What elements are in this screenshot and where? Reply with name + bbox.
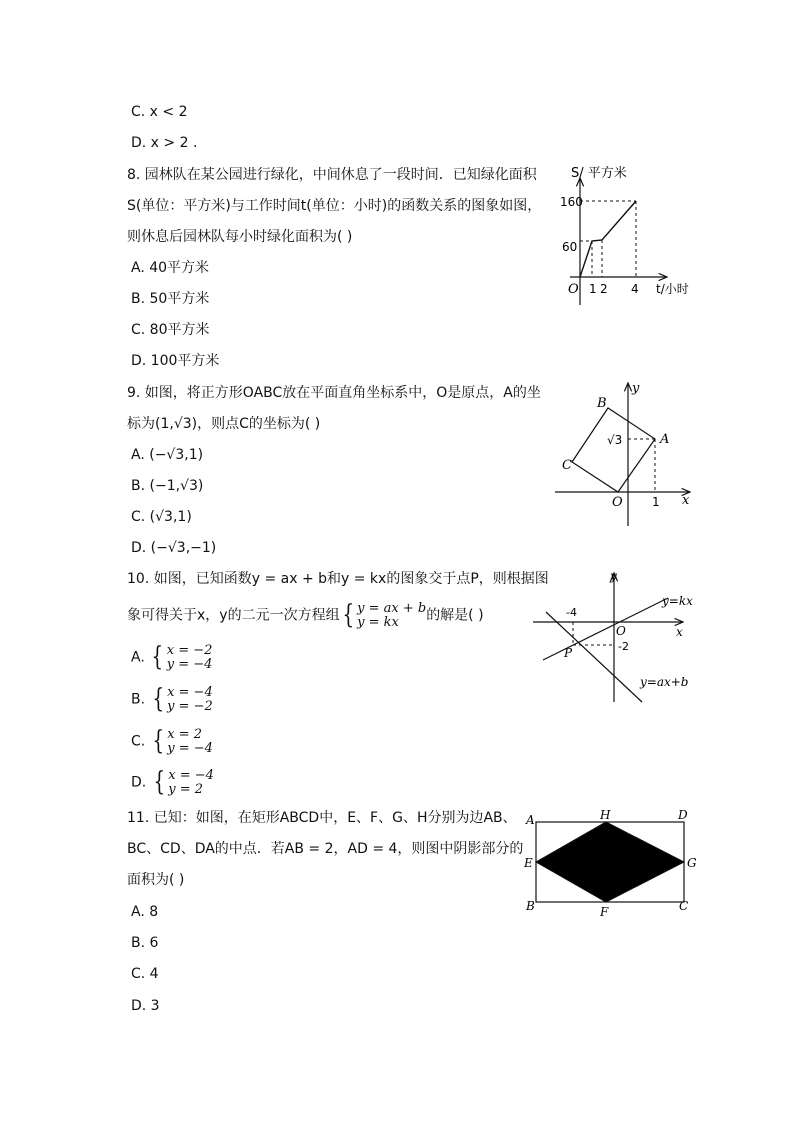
q11-label-e: E [524,856,533,870]
q10-stem-line1: 10. 如图，已知函数y = ax + b和y = kx的图象交于点P，则根据图 [127,571,549,587]
q10-option-c [131,726,213,757]
q7-option-d: D. x > 2 . [131,135,198,151]
q10-label-neg4: -4 [566,606,577,619]
q8-stem-line3: 则休息后园林队每小时绿化面积为( ) [127,229,353,245]
q8-option-d: D. 100平方米 [131,353,220,369]
q10-option-a-brace: { [151,642,164,672]
q8-option-c: C. 80平方米 [131,322,210,338]
q10-stem-text-a: 象可得关于x，y的二元一次方程组 [127,607,340,624]
q8-y-tick-60: 60 [562,240,578,254]
q9-label-sqrt3: √3 [607,433,623,447]
q11-option-c: C. 4 [131,966,159,982]
q10-option-a-y: y = −4 [166,656,213,672]
q10-label-x: x [676,625,683,639]
q9-option-b: B. (−1,√3) [131,478,204,494]
q8-stem-line2: S(单位：平方米)与工作时间t(单位：小时)的函数关系的图象如图， [127,198,542,214]
q8-stem-line1: 8. 园林队在某公园进行绿化，中间休息了一段时间．已知绿化面积 [127,167,537,183]
q11-label-f: F [600,905,609,919]
q8-x-axis-label: t/小时 [656,282,689,296]
q10-label-yaxb: y=ax+b [640,675,689,689]
q9-option-d: D. (−√3,−1) [131,540,217,556]
q10-option-b [131,684,213,715]
q10-label-ykx: y=kx [662,594,693,608]
q11-stem-line1: 11. 已知：如图，在矩形ABCD中，E、F、G、H分别为边AB、 [127,810,517,826]
q9-label-x: x [682,493,690,508]
q11-option-a: A. 8 [131,904,159,920]
q9-figure [550,378,700,528]
q9-label-y: y [632,381,640,396]
q10-system-eq1: y = ax + b [357,600,427,616]
q8-x-tick-1: 1 [589,282,597,296]
q10-option-c-letter: C. [131,733,146,750]
q10-label-y: y [610,569,617,583]
q9-stem-line1: 9. 如图，将正方形OABC放在平面直角坐标系中，O是原点，A的坐 [127,385,541,401]
q9-label-o: O [612,495,623,510]
q10-option-b-y: y = −2 [167,698,213,714]
q10-label-p: P [564,646,573,660]
q11-label-a: A [526,813,535,827]
q10-option-d-y: y = 2 [168,781,204,797]
q9-label-c: C [562,458,572,473]
q10-option-c-x: x = 2 [167,726,202,742]
q10-option-d-x: x = −4 [168,767,214,783]
q9-option-a: A. (−√3,1) [131,447,204,463]
q10-option-b-x: x = −4 [167,684,213,700]
q8-x-tick-4: 4 [631,282,639,296]
q10-system-brace: { [342,600,354,630]
q10-option-d-letter: D. [131,774,147,791]
q8-y-axis-label: S/ 平方米 [571,166,627,181]
q8-graph [555,160,700,310]
q11-stem-line3: 面积为( ) [127,872,185,888]
q11-figure [520,805,700,920]
q9-label-1: 1 [652,495,660,509]
q10-option-d [131,767,214,798]
q10-option-a-letter: A. [131,649,145,666]
q11-label-b: B [526,899,535,913]
q10-label-neg2: -2 [618,640,629,653]
q8-option-a: A. 40平方米 [131,260,210,276]
q10-system [357,602,426,629]
q8-y-tick-160: 160 [560,195,583,209]
q8-origin-label: O [568,282,579,297]
q11-label-h: H [600,808,611,822]
q10-system-eq2: y = kx [357,614,399,630]
q9-stem-line2: 标为(1,√3)，则点C的坐标为( ) [127,416,321,432]
q10-stem-line2 [127,600,484,631]
q10-figure [528,565,703,705]
q10-option-a [131,642,212,673]
q11-option-b: B. 6 [131,935,159,951]
q9-option-c: C. (√3,1) [131,509,192,525]
q11-stem-line2: BC、CD、DA的中点．若AB = 2，AD = 4，则图中阴影部分的 [127,841,524,857]
q9-label-b: B [597,396,607,411]
q10-option-b-brace: { [151,684,164,714]
q8-option-b: B. 50平方米 [131,291,210,307]
q10-option-d-brace: { [153,767,165,797]
q8-x-tick-2: 2 [600,282,608,296]
q10-option-c-y: y = −4 [167,740,213,756]
q11-label-c: C [679,899,689,913]
q11-option-d: D. 3 [131,998,160,1014]
q11-label-d: D [678,808,688,822]
q7-option-c: C. x < 2 [131,104,188,120]
q9-label-a: A [660,432,670,447]
q10-stem-text-b: 的解是( ) [426,607,484,624]
q11-label-g: G [687,856,697,870]
q10-label-o: O [616,624,626,638]
q10-option-a-x: x = −2 [166,642,213,658]
q10-option-c-brace: { [152,726,164,756]
q10-option-b-letter: B. [131,691,146,708]
